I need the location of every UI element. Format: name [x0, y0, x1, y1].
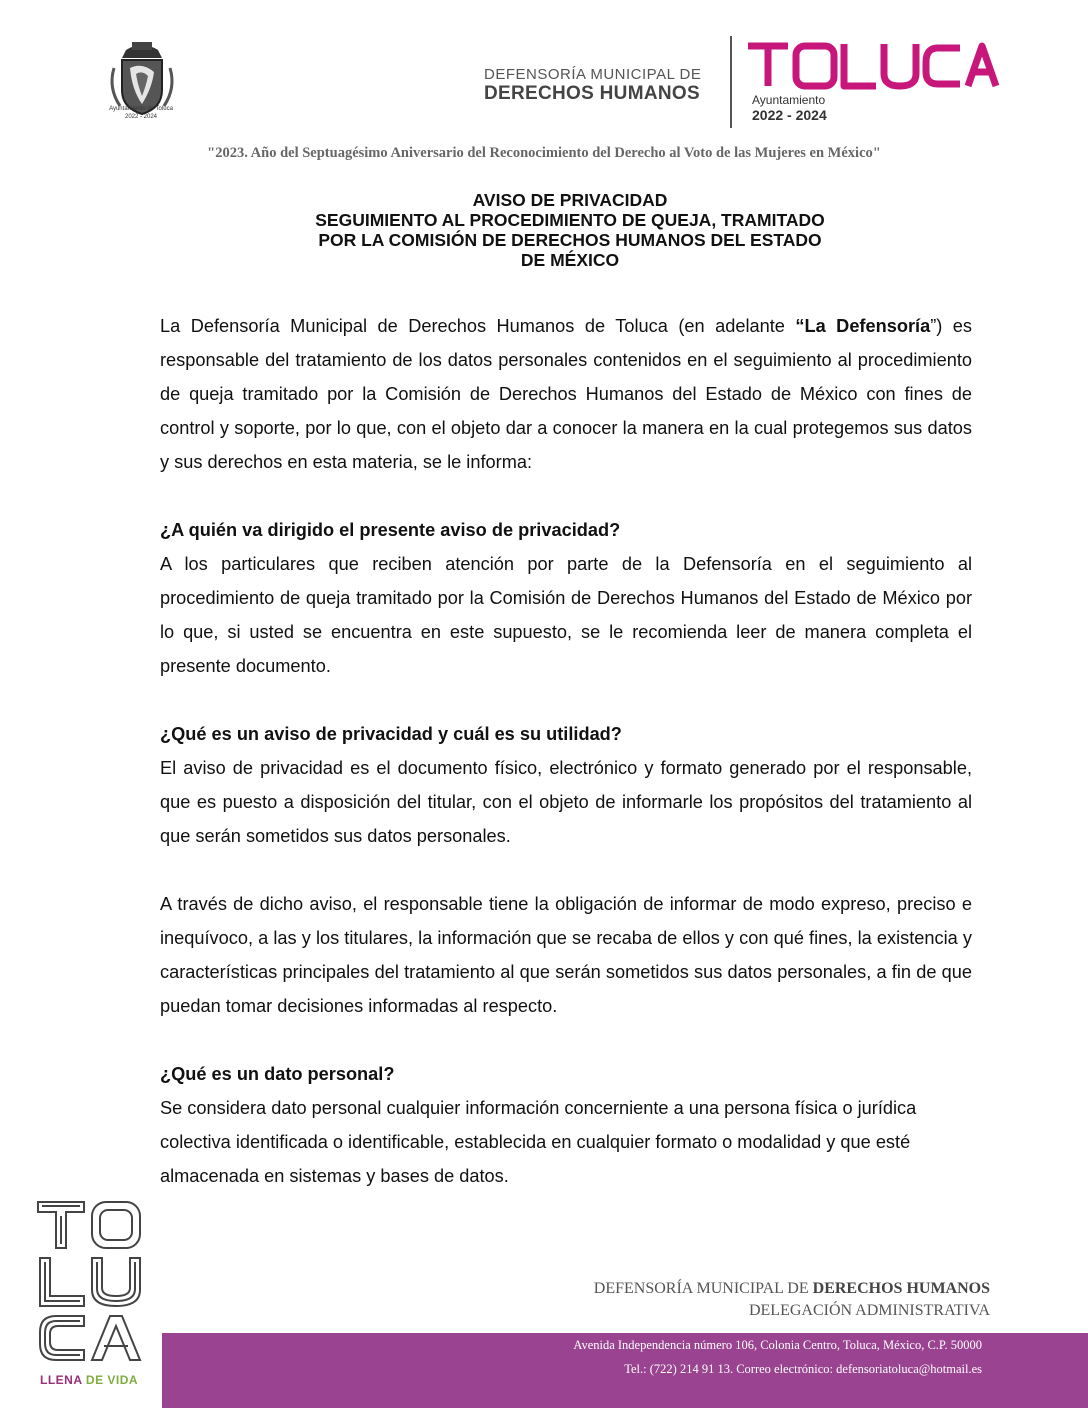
section-paragraph: A los particulares que reciben atención por parte de la Defensoría en el seguimiento al procedimiento de queja tramitado por la Comisión de Derechos Humanos del Estado de México por lo que, si usted se encuentra en este supuesto, se le recomienda leer de manera completa el presente documento.	[160, 554, 972, 676]
document-title	[200, 190, 940, 270]
seal-caption	[86, 105, 196, 121]
toluca-vertical-text: TOLUCA	[34, 1196, 39, 1197]
slogan-de-vida: DE VIDA	[85, 1373, 139, 1387]
intro-text-b: ”) es responsable del tratamiento de los datos personales contenidos en el seguimiento al procedimiento de queja tramitado por la Comisión de Derechos Humanos del Estado de México con fines de control y soporte, por lo que, con el objeto dar a conocer la manera en la cual protegemos sus datos y sus derechos en esta materia, se le informa:	[160, 316, 972, 472]
toluca-brand-text: TOLUCA	[742, 34, 747, 35]
title-line-4: DE MÉXICO	[520, 250, 620, 270]
intro-text-a: La Defensoría Municipal de Derechos Humanos de Toluca (en adelante	[160, 316, 796, 336]
section-heading: ¿Qué es un dato personal?	[160, 1064, 395, 1084]
footer-organization	[594, 1278, 990, 1322]
section-heading: ¿A quién va dirigido el presente aviso de privacidad?	[160, 520, 621, 540]
slogan-llena: LLENA	[40, 1373, 83, 1387]
footer-contact: Tel.: (722) 214 91 13. Correo electrónico: defensoriatoluca@hotmail.es	[624, 1362, 982, 1376]
seal-caption-period: 2022 - 2024	[124, 114, 158, 120]
document-body	[160, 309, 972, 1193]
intro-paragraph	[160, 309, 972, 479]
footer-org-name	[594, 1278, 990, 1300]
header-divider	[730, 36, 732, 128]
defensoria-logo-line2: DERECHOS HUMANOS	[484, 83, 700, 104]
footer-org-prefix: DEFENSORÍA MUNICIPAL DE	[593, 1280, 813, 1297]
section-paragraph: El aviso de privacidad es el documento físico, electrónico y formato generado por el responsable, que es puesto a disposición del titular, con el objeto de informarle los propósitos del tratamiento al que serán sometidos sus datos personales.	[160, 758, 972, 846]
title-line-1: AVISO DE PRIVACIDAD	[472, 190, 668, 210]
footer-contact-bar	[162, 1333, 1088, 1408]
footer-delegacion: DELEGACIÓN ADMINISTRATIVA	[748, 1302, 990, 1319]
section-paragraph: A través de dicho aviso, el responsable tiene la obligación de informar de modo expreso, preciso e inequívoco, a las y los titulares, la información que se recaba de ellos y con qué fines, la existencia y características principales del tratamiento al que serán sometidos sus datos personales, a fin de que puedan tomar decisiones informadas al respecto.	[160, 894, 972, 1016]
defensoria-logo-line1: DEFENSORÍA MUNICIPAL DE	[484, 66, 702, 83]
section-paragraph: Se considera dato personal cualquier información concerniente a una persona física o jurídica colectiva identificada o identificable, establecida en cualquier formato o modalidad y que esté almacenada en sistemas y bases de datos.	[160, 1098, 917, 1186]
intro-defined-term: “La Defensoría	[795, 316, 931, 336]
title-line-3: POR LA COMISIÓN DE DERECHOS HUMANOS DEL ESTADO	[318, 230, 822, 250]
periodo-label: 2022 - 2024	[752, 107, 827, 123]
ayuntamiento-label: Ayuntamiento	[752, 93, 826, 107]
toluca-vertical-logo	[34, 1196, 146, 1368]
title-line-2: SEGUIMIENTO AL PROCEDIMIENTO DE QUEJA, TRAMITADO	[315, 210, 825, 230]
section-heading: ¿Qué es un aviso de privacidad y cuál es su utilidad?	[160, 724, 622, 744]
toluca-brand-logo	[742, 34, 1002, 94]
year-motto: "2023. Año del Septuagésimo Aniversario del Reconocimiento del Derecho al Voto de las Mujeres en México"	[207, 145, 881, 161]
footer-org-bold: DERECHOS HUMANOS	[812, 1280, 990, 1297]
defensoria-logo	[484, 66, 724, 105]
seal-caption-name: Ayuntamiento de Toluca	[109, 106, 173, 112]
slogan	[40, 1373, 138, 1387]
footer-address: Avenida Independencia número 106, Colonia Centro, Toluca, México, C.P. 50000	[573, 1338, 982, 1352]
